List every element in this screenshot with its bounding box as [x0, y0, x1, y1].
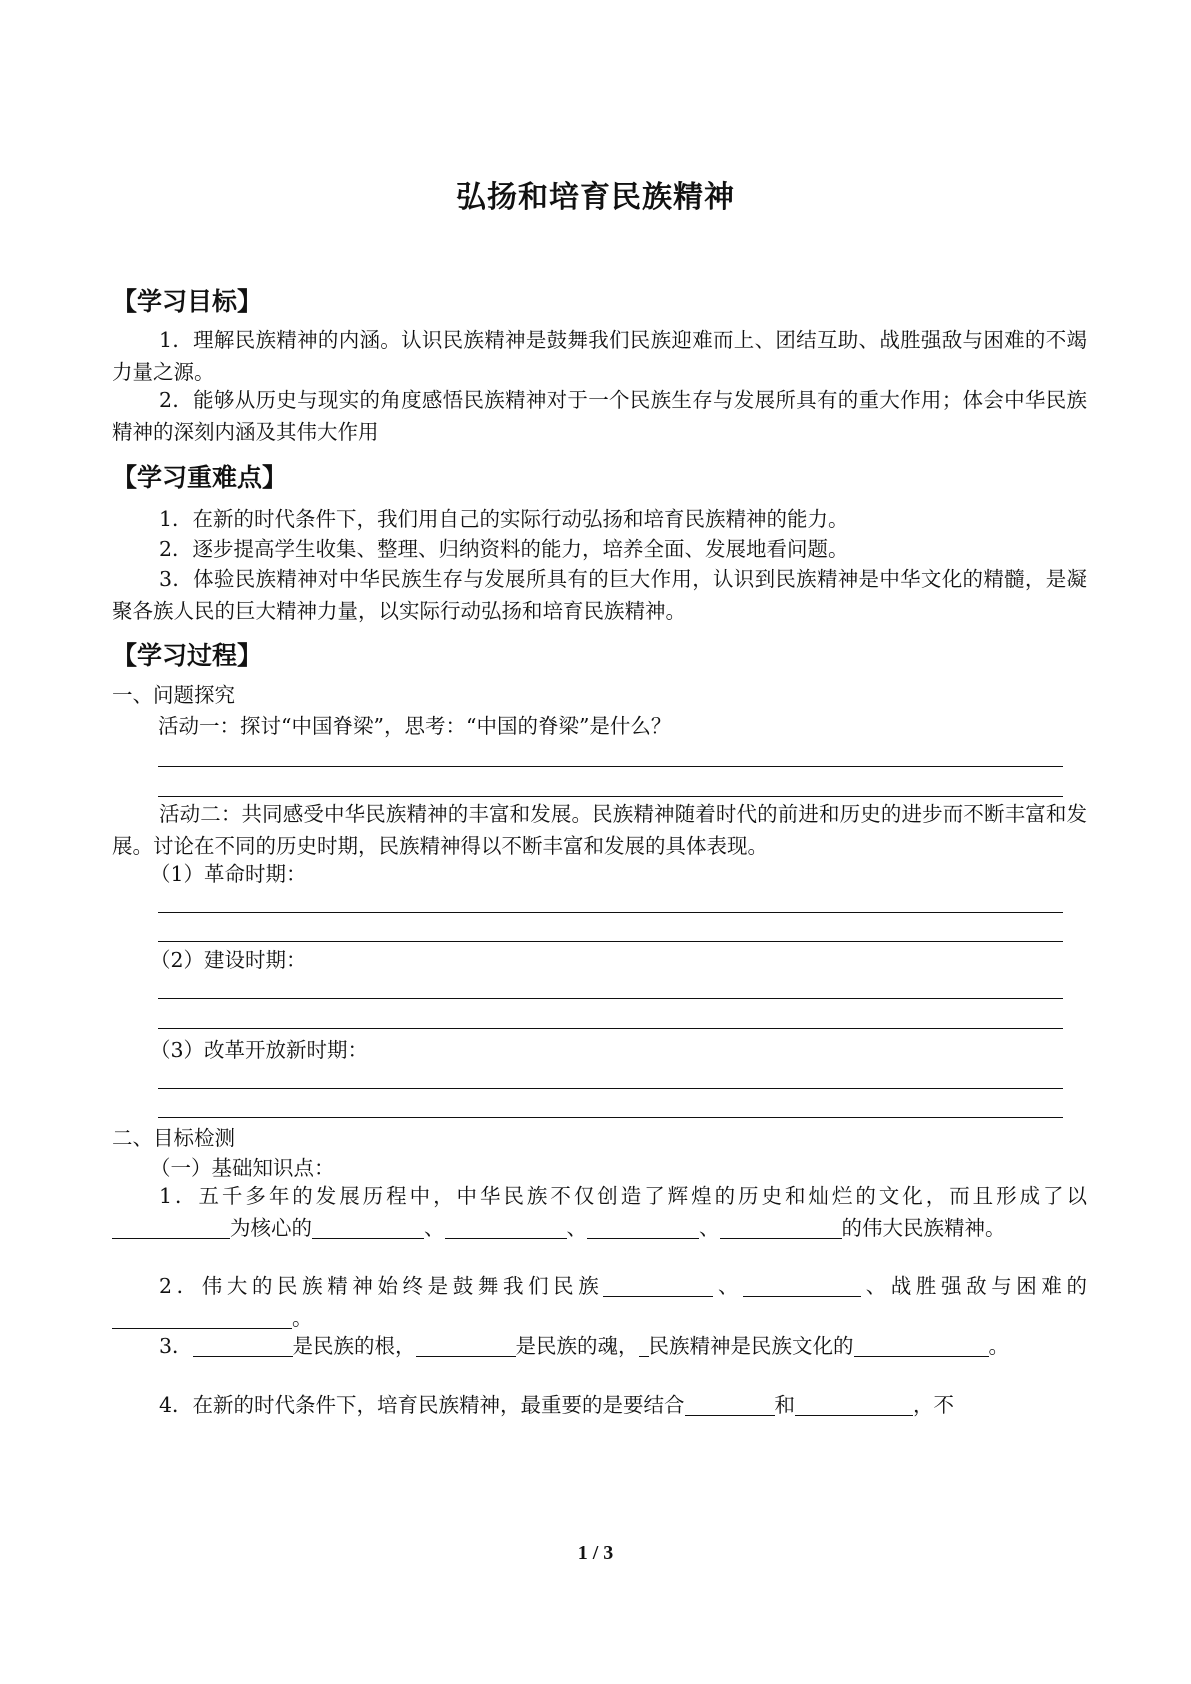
- answer-line[interactable]: [158, 998, 1063, 999]
- part-one-heading: 一、问题探究: [112, 683, 235, 707]
- question-1: 1．五千多年的发展历程中，中华民族不仅创造了辉煌的历史和灿烂的文化，而且形成了以为核心的 、 、 、 的伟大民族精神。: [112, 1180, 1087, 1244]
- answer-line[interactable]: [158, 1117, 1063, 1118]
- activity-two-text: 活动二：共同感受中华民族精神的丰富和发展。民族精神随着时代的前进和历史的进步而不断丰富和发展。讨论在不同的历史时期，民族精神得以不断丰富和发展的具体表现。: [112, 802, 1087, 858]
- fill-blank[interactable]: [639, 1334, 649, 1357]
- fill-blank[interactable]: [720, 1216, 842, 1239]
- fill-blank[interactable]: [312, 1216, 424, 1239]
- fill-blank[interactable]: [112, 1306, 292, 1329]
- answer-line[interactable]: [158, 1088, 1063, 1089]
- period-reform-label: （3）改革开放新时期：: [150, 1038, 369, 1062]
- page-number: 1 / 3: [577, 1542, 614, 1564]
- part-two-heading: 二、目标检测: [112, 1126, 235, 1150]
- key-item-1: 1．在新的时代条件下，我们用自己的实际行动弘扬和培育民族精神的能力。: [159, 507, 849, 531]
- key-item-2: 2．逐步提高学生收集、整理、归纳资料的能力，培养全面、发展地看问题。: [159, 537, 849, 561]
- question-3: 3． 是民族的根， 是民族的魂， 民族精神是民族文化的 。: [159, 1334, 1010, 1358]
- basics-heading: （一）基础知识点：: [150, 1156, 335, 1180]
- fill-blank[interactable]: [854, 1334, 989, 1357]
- activity-one-text: 活动一：探讨“中国脊梁”，思考：“中国的脊梁”是什么？: [158, 714, 672, 738]
- heading-key-points: 【学习重难点】: [112, 463, 288, 492]
- period-construction-label: （2）建设时期：: [150, 948, 307, 972]
- question-4: 4．在新的时代条件下，培育民族精神，最重要的是要结合 和 ，不: [159, 1393, 955, 1417]
- page-title: 弘扬和培育民族精神: [456, 180, 735, 215]
- key-item-3: 3．体验民族精神对中华民族生存与发展所具有的巨大作用，认识到民族精神是中华文化的精髓，是凝聚各族人民的巨大精神力量，以实际行动弘扬和培育民族精神。: [112, 567, 1087, 623]
- fill-blank[interactable]: [795, 1393, 913, 1416]
- answer-line[interactable]: [158, 912, 1063, 913]
- fill-blank[interactable]: [603, 1274, 713, 1297]
- fill-blank[interactable]: [685, 1393, 775, 1416]
- heading-learning-process: 【学习过程】: [112, 641, 263, 670]
- goal-item-1: 1．理解民族精神的内涵。认识民族精神是鼓舞我们民族迎难而上、团结互助、战胜强敌与困难的不竭力量之源。: [112, 328, 1087, 384]
- answer-line[interactable]: [158, 766, 1063, 767]
- answer-line[interactable]: [158, 941, 1063, 942]
- question-2: 2．伟大的民族精神始终是鼓舞我们民族 、 、战胜强敌与困难的。: [112, 1270, 1087, 1334]
- period-revolution-label: （1）革命时期：: [150, 862, 307, 886]
- goal-item-2: 2．能够从历史与现实的角度感悟民族精神对于一个民族生存与发展所具有的重大作用；体会中华民族精神的深刻内涵及其伟大作用: [112, 388, 1087, 444]
- answer-line[interactable]: [158, 1028, 1063, 1029]
- fill-blank[interactable]: [112, 1216, 230, 1239]
- fill-blank[interactable]: [416, 1334, 516, 1357]
- fill-blank[interactable]: [743, 1274, 861, 1297]
- fill-blank[interactable]: [193, 1334, 293, 1357]
- answer-line[interactable]: [158, 796, 1063, 797]
- fill-blank[interactable]: [587, 1216, 699, 1239]
- heading-learning-goals: 【学习目标】: [112, 287, 263, 316]
- fill-blank[interactable]: [445, 1216, 567, 1239]
